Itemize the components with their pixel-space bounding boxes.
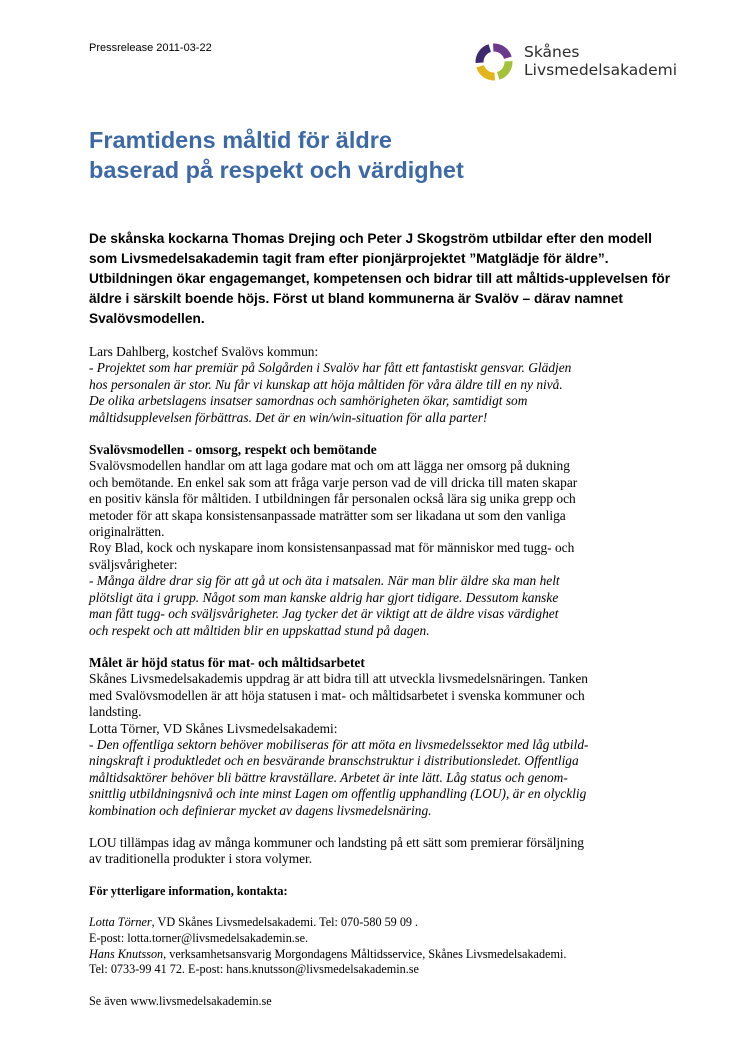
- section1-line: Svalövsmodellen handlar om att laga godare mat och om att lägga ner omsorg på dukning: [89, 458, 570, 474]
- contact-person-1-details: , VD Skånes Livsmedelsakademi. Tel: 070-580 59 09 .: [151, 915, 419, 930]
- logo-line-2: Livsmedelsakademi: [524, 61, 678, 79]
- lou-line: LOU tillämpas idag av många kommuner och landsting på ett sätt som premierar försäljning: [89, 834, 584, 850]
- section2-line: landsting.: [89, 704, 142, 720]
- contact-person-2-details: , verksamhetsansvarig Morgondagens Måltidsservice, Skånes Livsmedelsakademi.: [163, 946, 567, 961]
- section1-line: metoder för att skapa konsistensanpassade maträtter som ser likadana ut som den vanliga: [89, 507, 566, 523]
- section2-quote-line: kombination och definierar mycket av dagens livsmedelsnäring.: [89, 802, 432, 818]
- section2-quote-line: - Den offentliga sektorn behöver mobiliseras för att möta en livsmedelssektor med låg utbild-: [89, 736, 589, 752]
- section1-line: originalrätten.: [89, 524, 165, 540]
- quote1-line: De olika arbetslagens insatser samordnas och samhörigheten ökar, samtidigt som: [89, 393, 528, 409]
- contact-person-2-name: Hans Knutsson: [89, 946, 164, 961]
- quote1-line: hos personalen är stor. Nu får vi kunskap att höja måltiden för våra äldre till en ny nivå.: [89, 376, 563, 392]
- section2-speaker: Lotta Törner, VD Skånes Livsmedelsakademi:: [89, 720, 338, 736]
- quote1-speaker: Lars Dahlberg, kostchef Svalövs kommun:: [89, 344, 319, 359]
- contact-person-2-tel-email[interactable]: Tel: 0733-99 41 72. E-post: hans.knutsson@livsmedelsakademin.se: [89, 962, 419, 977]
- logo-wordmark: [524, 43, 677, 79]
- section2-line: med Svalövsmodellen är att höja statusen i mat- och måltidsarbetet i svenska kommuner och: [89, 687, 585, 703]
- section2-quote-line: snittlig utbildningsnivå och inte minst Lagen om offentlig upphandling (LOU), är en olycklig: [89, 786, 587, 802]
- section2-quote-line: måltidsaktörer behöver bli bättre kravställare. Arbetet är inte lätt. Låg status och genom-: [89, 769, 568, 785]
- logo: [474, 40, 678, 86]
- section1-quote-line: - Många äldre drar sig för att gå ut och äta i matsalen. När man blir äldre ska man helt: [89, 573, 560, 589]
- contact-person-1-email[interactable]: E-post: lotta.torner@livsmedelsakademin.se.: [89, 930, 309, 945]
- page-title: [89, 125, 464, 185]
- contact-person-1-name: Lotta Törner: [89, 915, 152, 930]
- contact-person-1: [89, 915, 679, 931]
- section1-quote-line: plötsligt äta i grupp. Något som man kanske aldrig har gjort tidigare. Dessutom kanske: [89, 589, 559, 605]
- section1-quote-line: och respekt och att måltiden blir en uppskattad stund på dagen.: [89, 622, 430, 638]
- see-also-link[interactable]: Se även www.livsmedelsakademin.se: [89, 993, 272, 1008]
- section2-heading: Målet är höjd status för mat- och måltidsarbetet: [89, 654, 365, 670]
- quote1-line: måltidsupplevelsen förbättras. Det är en win/win-situation för alla parter!: [89, 409, 488, 425]
- section1-quote-line: man fått tugg- och sväljsvårigheter. Jag tycker det är viktigt att de äldre visas värdighet: [89, 606, 559, 622]
- section1-heading: Svalövsmodellen - omsorg, respekt och bemötande: [89, 442, 377, 458]
- logo-ring-segment: [498, 61, 508, 76]
- section1-speaker: Roy Blad, kock och nyskapare inom konsistensanpassad mat för människor med tugg- och: [89, 540, 575, 556]
- section1-line: och bemötande. En enkel sak som att fråga varje person vad de vill dricka till maten skapar: [89, 474, 578, 490]
- contact-heading: För ytterligare information, kontakta:: [89, 883, 288, 898]
- logo-ring-segment: [480, 66, 495, 76]
- logo-ring-segment: [493, 47, 508, 57]
- contact-person-2: [89, 947, 679, 963]
- title-line-1: Framtidens måltid för äldre: [89, 127, 392, 153]
- logo-ring-icon: [474, 42, 514, 82]
- title-line-2: baserad på respekt och värdighet: [89, 157, 464, 183]
- section2-quote-line: ningskraft i produktledet och en besvärande branschstruktur i distributionsledet. Offentliga: [89, 753, 579, 769]
- logo-ring-segment: [479, 48, 489, 63]
- lead-paragraph: De skånska kockarna Thomas Drejing och Peter J Skogström utbildar efter den modell som Livsmedelsakademin tagit fram efter pionjärprojektet ”Matglädje för äldre”. Utbildningen ökar engagemanget, kompetensen och bidrar till att måltids-upplevelsen för äldre i särskilt boende höjs. Först ut bland kommunerna är Svalöv – därav namnet Svalövsmodellen.: [89, 231, 671, 326]
- lou-line: av traditionella produkter i stora volymer.: [89, 851, 313, 867]
- logo-line-1: Skånes: [524, 43, 580, 61]
- body-text: [89, 344, 679, 1009]
- quote1-line: - Projektet som har premiär på Solgården i Svalöv har fått ett fantastiskt gensvar. Glädjen: [89, 360, 572, 376]
- section1-line: en positiv känsla för måltiden. I utbildningen får personalen också lära sig unika grepp och: [89, 491, 576, 507]
- press-release-date: Pressrelease 2011-03-22: [89, 42, 212, 54]
- section2-line: Skånes Livsmedelsakademis uppdrag är att bidra till att utveckla livsmedelsnäringen. Tanken: [89, 671, 588, 687]
- section1-speaker: sväljsvårigheter:: [89, 556, 178, 572]
